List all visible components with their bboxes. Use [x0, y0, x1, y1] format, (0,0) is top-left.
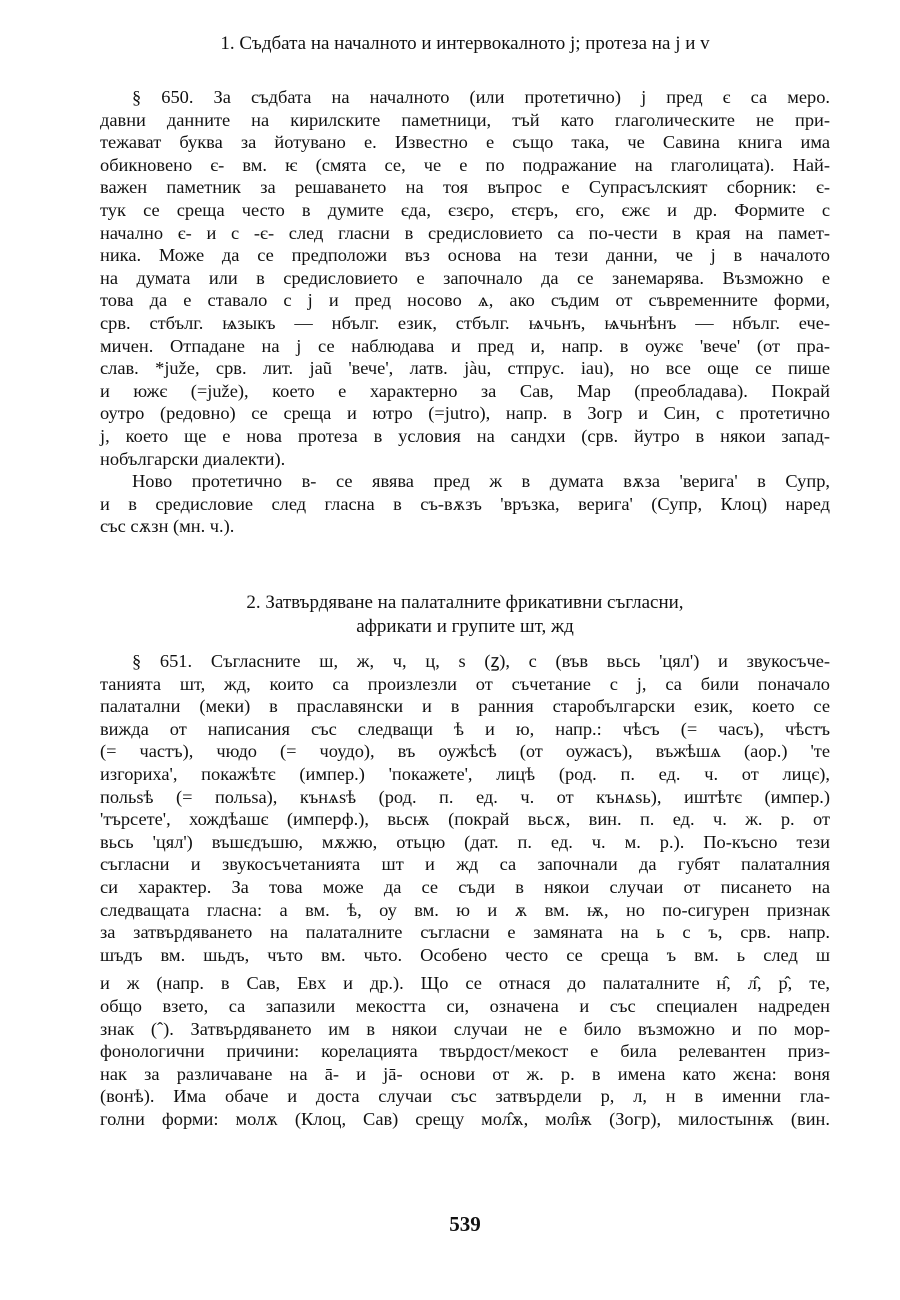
section-heading-1: 1. Съдбата на началното и интервокалното j; протеза на j и v	[220, 33, 710, 54]
text-line: съгласни и звукосъчетанията шт и жд са започнали да губят палаталния	[100, 854, 830, 875]
text-line: вьсь 'цял') въшєдъшю, мѫжю, отьцю (дат. п. ед. ч. м. р.). По-късно тези	[100, 831, 830, 852]
page-number: 539	[449, 1212, 481, 1236]
text-line: и южє (=juže), което е характерно за Сав, Мар (преобладава). Покрай	[100, 380, 830, 401]
text-line: танията шт, жд, които са произлезли от съчетание с j, са били поначало	[100, 673, 830, 694]
text-line: знак (ˆ). Затвърдяването им в някои случаи не е било възможно и по мор-	[100, 1018, 830, 1039]
text-line: j, което ще е нова протеза в условия на сандхи (срв. йутро в някои запад-	[100, 425, 830, 446]
text-line: със сѫзн (мн. ч.).	[100, 516, 235, 537]
text-line: мичен. Отпадане на j се наблюдава и пред и, напр. в оужє 'вече' (от пра-	[100, 335, 830, 356]
text-line: следващата гласна: а вм. ѣ, оу вм. ю и ѫ вм. ѭ, но по-сигурен признак	[100, 899, 830, 920]
text-line: изгориха', покажѣтє (импер.) 'покажете', лицѣ (род. п. ед. ч. от лицє),	[100, 763, 830, 784]
text-line: за затвърдяването на палаталните съгласни е замяната на ь с ъ, срв. напр.	[100, 922, 830, 943]
text-line: тежават буква за йотувано е. Известно е също така, че Савина книга има	[100, 132, 830, 153]
text-line: польѕѣ (= польѕа), кънѧѕѣ (род. п. ед. ч. от кънѧѕь), иштѣтє (импер.)	[100, 786, 830, 807]
text-line: тук се среща често в думите єда, єзєро, єтєръ, єго, єжє и др. Формите с	[100, 199, 830, 220]
text-line: и в средисловие след гласна в съ-вѫзъ 'връзка, верига' (Супр, Клоц) наред	[100, 493, 830, 514]
text-line: давни данните на кирилските паметници, тъй като глаголическите не при-	[100, 109, 830, 130]
text-line: фонологични причини: корелацията твърдост/мекост е била релевантен приз-	[100, 1041, 830, 1062]
text-line: обикновено є- вм. ѥ (смята се, че е по подражание на глаголицата). Най-	[100, 154, 830, 175]
text-line: вижда от написания със следващи ѣ и ю, напр.: чѣсъ (= часъ), чѣстъ	[100, 718, 830, 739]
text-line: палатални (меки) в праславянски и в ранния старобългарски език, което се	[100, 696, 830, 717]
text-line: ника. Може да се предположи въз основа на тези данни, че j в началото	[100, 245, 830, 266]
text-line: (= частъ), чюдо (= чоудо), въ оужѣсѣ (от оужасъ), въжѣшѧ (аор.) 'те	[100, 741, 830, 762]
text-line: нак за различаване на ā- и jā- основи от ж. р. в имена като жєна: воня	[100, 1063, 830, 1084]
text-line: 'търсете', хождѣашє (имперф.), вьсѭ (покрай вьсѫ, вин. п. ед. ч. ж. р. от	[100, 809, 830, 830]
text-line: на думата или в средисловието е започнало да се занемарява. Възможно е	[100, 267, 830, 288]
text-line: важен паметник за решаването на тоя въпрос е Супрасълският сборник: є-	[100, 177, 830, 198]
text-line: Ново протетично в- се явява пред ж в думата вѫза 'верига' в Супр,	[132, 471, 830, 492]
text-line: шъдъ вм. шьдъ, чъто вм. чьто. Особено често се среща ъ вм. ь след ш	[100, 944, 830, 965]
text-line: оутро (редовно) се среща и ютро (=jutro), напр. в Зогр и Син, с протетично	[100, 403, 830, 424]
paragraph-650	[100, 86, 830, 538]
text-line: (вонѣ). Има обаче и доста случаи със затвърдели р, л, н в именни гла-	[100, 1086, 830, 1107]
section-heading-2-line1: 2. Затвърдяване на палаталните фрикативни съгласни,	[246, 592, 684, 613]
section-heading-2-line2: африкати и групите шт, жд	[356, 616, 574, 637]
text-line: начално є- и с -є- след гласни в средисловието са по-чести в края на памет-	[100, 222, 830, 243]
text-line: си характер. За това може да се съди в някои случаи от писането на	[100, 876, 830, 897]
text-line: слав. *juže, срв. лит. jaũ 'вече', латв. jàu, стпрус. iau), но все още се пише	[100, 358, 830, 379]
text-line: § 651. Съгласните ш, ж, ч, ц, ѕ (ꙁ), с (във вьсь 'цял') и звукосъче-	[132, 651, 830, 671]
text-line: срв. стбълг. ѩзыкъ — нбълг. език, стбълг. ѩчьнъ, ѩчьнѣнъ — нбълг. ече-	[100, 312, 830, 333]
text-line: това да е ставало с j и пред носово ѧ, ако съдим от съвременните форми,	[100, 290, 830, 311]
text-line: § 650. За съдбата на началното (или протетично) j пред є са меро.	[132, 87, 830, 107]
text-line: и ж (напр. в Сав, Евх и др.). Що се отнася до палаталните н̂, л̂, р̂, те,	[100, 973, 830, 994]
paragraph-651	[100, 650, 830, 1130]
text-line: общо взето, са запазили мекостта си, означена и със специален надреден	[100, 995, 830, 1016]
text-line: голни форми: молѫ (Клоц, Сав) срещу мол̂ѫ, мол̂ѭ (Зогр), милостынѭ (вин.	[100, 1108, 830, 1129]
section-heading-2	[100, 591, 830, 639]
text-line: нобългарски диалекти).	[100, 448, 286, 469]
